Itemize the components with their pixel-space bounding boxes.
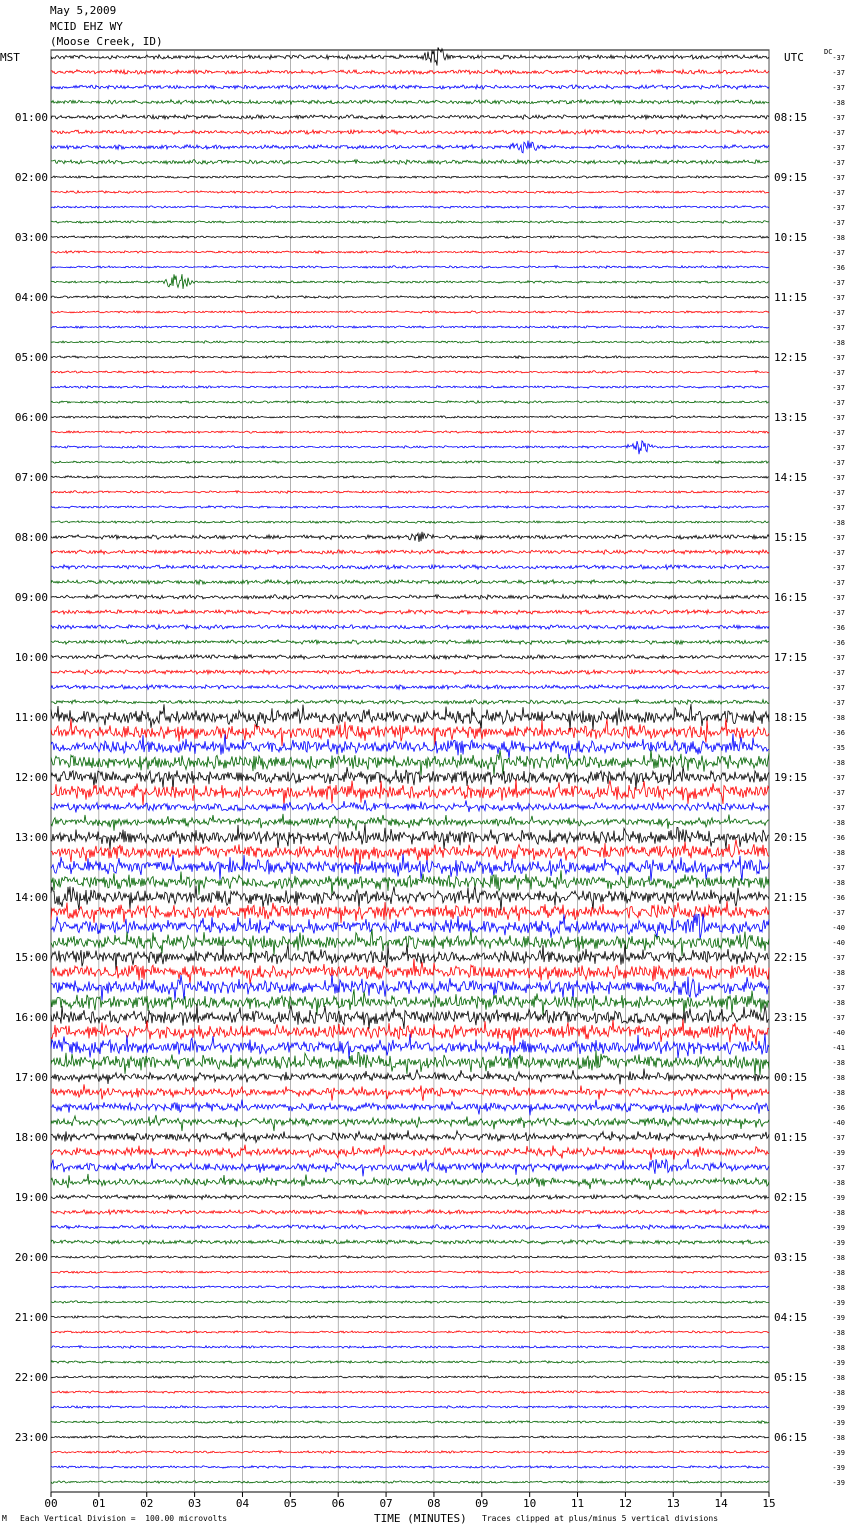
dc-offset-label: -39 (832, 1224, 845, 1232)
dc-offset-label: -37 (832, 504, 845, 512)
right-hour-label: 01:15 (774, 1131, 808, 1144)
seismic-trace (51, 840, 769, 865)
seismic-trace (51, 700, 769, 705)
dc-offset-label: -37 (832, 69, 845, 77)
seismic-trace (51, 1271, 769, 1274)
seismic-trace (51, 929, 769, 956)
seismic-trace (51, 814, 769, 831)
seismic-trace (51, 580, 769, 585)
dc-offset-label: -39 (832, 1194, 845, 1202)
dc-offset-label: -37 (832, 954, 845, 962)
x-tick-label: 07 (379, 1497, 393, 1510)
seismic-trace (51, 326, 769, 329)
dc-offset-label: -37 (832, 669, 845, 677)
scale-note: Each Vertical Division = 100.00 microvolts (20, 1514, 228, 1523)
right-hour-label: 09:15 (774, 171, 808, 184)
left-hour-label: 02:00 (14, 171, 48, 184)
seismic-trace (51, 655, 769, 660)
right-hour-label: 05:15 (774, 1371, 808, 1384)
seismic-trace (51, 1004, 769, 1029)
left-hour-label: 12:00 (14, 771, 48, 784)
dc-offset-label: -37 (832, 189, 845, 197)
dc-offset-label: -37 (832, 699, 845, 707)
right-hour-label: 19:15 (774, 771, 808, 784)
seismic-trace (51, 550, 769, 554)
right-hour-label: 22:15 (774, 951, 808, 964)
dc-offset-label: -37 (832, 789, 845, 797)
seismic-trace (51, 824, 769, 850)
left-hour-label: 16:00 (14, 1011, 48, 1024)
right-hour-label: 16:15 (774, 591, 808, 604)
seismic-trace (51, 416, 769, 419)
seismic-trace (51, 1316, 769, 1319)
x-tick-label: 00 (44, 1497, 58, 1510)
seismic-trace (51, 1466, 769, 1469)
seismic-trace (51, 1145, 769, 1160)
seismic-trace (51, 311, 769, 314)
seismic-trace (51, 989, 769, 1016)
seismic-trace (51, 1174, 769, 1190)
seismic-trace (51, 914, 769, 940)
seismic-trace (51, 704, 769, 730)
seismic-trace (51, 1225, 769, 1230)
dc-offset-label: -37 (832, 474, 845, 482)
x-tick-label: 08 (427, 1497, 441, 1510)
dc-offset-label: -37 (832, 54, 845, 62)
dc-offset-label: -37 (832, 204, 845, 212)
seismic-trace (51, 100, 769, 104)
seismic-trace (51, 779, 769, 806)
seismic-trace (51, 441, 769, 454)
seismic-trace (51, 1421, 769, 1424)
seismic-trace (51, 565, 769, 570)
dc-offset-label: -37 (832, 129, 845, 137)
right-hour-label: 04:15 (774, 1311, 808, 1324)
seismic-trace (51, 236, 769, 239)
dc-offset-label: -38 (832, 999, 845, 1007)
dc-offset-label: -38 (832, 849, 845, 857)
seismic-trace (51, 1451, 769, 1454)
x-tick-label: 15 (762, 1497, 776, 1510)
seismic-trace (51, 341, 769, 344)
right-hour-label: 17:15 (774, 651, 808, 664)
left-hour-label: 11:00 (14, 711, 48, 724)
seismic-trace (51, 521, 769, 524)
left-hour-label: 07:00 (14, 471, 48, 484)
x-tick-label: 14 (714, 1497, 728, 1510)
dc-offset-label: -37 (832, 384, 845, 392)
seismic-trace (51, 1436, 769, 1438)
x-tick-label: 05 (283, 1497, 297, 1510)
seismic-trace (51, 640, 769, 645)
dc-offset-label: -38 (832, 1089, 845, 1097)
seismic-trace (51, 266, 769, 269)
x-tick-label: 04 (235, 1497, 250, 1510)
dc-offset-label: -39 (832, 1314, 845, 1322)
seismic-trace (51, 1361, 769, 1364)
dc-offset-label: -38 (832, 759, 845, 767)
x-tick-label: 09 (475, 1497, 489, 1510)
seismic-trace (51, 461, 769, 464)
dc-offset-label: -37 (832, 774, 845, 782)
seismic-trace (51, 1481, 769, 1484)
dc-offset-label: -37 (832, 294, 845, 302)
seismic-trace (51, 764, 769, 790)
dc-offset-label: -37 (832, 459, 845, 467)
dc-offset-label: -37 (832, 144, 845, 152)
left-hour-label: 15:00 (14, 951, 48, 964)
dc-offset-label: -38 (832, 1284, 845, 1292)
seismic-trace (51, 1286, 769, 1289)
right-hour-label: 12:15 (774, 351, 808, 364)
seismic-trace (51, 944, 769, 971)
dc-offset-label: -38 (832, 1179, 845, 1187)
left-hour-label: 06:00 (14, 411, 48, 424)
seismic-trace (51, 296, 769, 299)
seismic-trace (51, 356, 769, 359)
dc-offset-label: -37 (832, 324, 845, 332)
seismic-trace (51, 85, 769, 89)
right-hour-label: 08:15 (774, 111, 808, 124)
dc-offset-label: -39 (832, 1239, 845, 1247)
right-hour-label: 21:15 (774, 891, 808, 904)
seismic-trace (51, 476, 769, 479)
dc-offset-label: -36 (832, 264, 845, 272)
left-timezone-label: MST (0, 51, 20, 64)
seismic-trace (51, 625, 769, 630)
dc-offset-label: -41 (832, 1044, 845, 1052)
seismic-trace (51, 1158, 769, 1176)
dc-offset-label: -37 (832, 804, 845, 812)
dc-offset-label: -37 (832, 549, 845, 557)
seismic-trace (51, 901, 769, 923)
corner-mark: M (2, 1514, 7, 1523)
dc-offset-label: -39 (832, 1359, 845, 1367)
seismic-trace (51, 274, 769, 289)
seismic-trace (51, 491, 769, 494)
dc-offset-label: -38 (832, 1434, 845, 1442)
dc-offset-label: -37 (832, 279, 845, 287)
right-timezone-label: UTC (784, 51, 804, 64)
seismic-trace (51, 1240, 769, 1244)
dc-offset-label: -37 (832, 399, 845, 407)
seismic-trace (51, 506, 769, 509)
x-tick-label: 11 (570, 1497, 585, 1510)
seismic-trace (51, 130, 769, 135)
dc-offset-label: -37 (832, 219, 845, 227)
dc-offset-label: -37 (832, 654, 845, 662)
dc-offset-label: -39 (832, 1404, 845, 1412)
dc-label: DC (824, 48, 833, 56)
seismic-trace (51, 191, 769, 194)
dc-offset-label: -38 (832, 1209, 845, 1217)
dc-offset-label: -37 (832, 309, 845, 317)
dc-offset-label: -38 (832, 339, 845, 347)
seismic-trace (51, 750, 769, 776)
seismic-trace (51, 1115, 769, 1131)
dc-offset-label: -40 (832, 939, 845, 947)
dc-offset-label: -38 (832, 519, 845, 527)
seismic-trace (51, 1084, 769, 1101)
dc-offset-label: -37 (832, 564, 845, 572)
dc-offset-label: -39 (832, 1419, 845, 1427)
dc-offset-label: -38 (832, 1074, 845, 1082)
dc-offset-label: -40 (832, 924, 845, 932)
dc-offset-label: -37 (832, 579, 845, 587)
dc-offset-label: -37 (832, 174, 845, 182)
right-hour-label: 00:15 (774, 1071, 808, 1084)
left-hour-label: 17:00 (14, 1071, 48, 1084)
dc-offset-label: -40 (832, 1029, 845, 1037)
seismic-trace (51, 221, 769, 224)
date-title: May 5,2009 (50, 4, 117, 17)
left-hour-label: 04:00 (14, 291, 48, 304)
left-hour-label: 18:00 (14, 1131, 48, 1144)
seismic-trace (51, 1406, 769, 1409)
seismic-trace (51, 1195, 769, 1200)
x-tick-label: 13 (666, 1497, 680, 1510)
right-hour-label: 11:15 (774, 291, 808, 304)
x-axis-label: TIME (MINUTES) (374, 1512, 467, 1525)
dc-offset-label: -36 (832, 894, 845, 902)
seismic-trace (51, 1100, 769, 1116)
seismic-trace (51, 532, 769, 542)
dc-offset-label: -38 (832, 99, 845, 107)
seismic-trace (51, 1050, 769, 1075)
right-hour-label: 15:15 (774, 531, 808, 544)
left-hour-label: 10:00 (14, 651, 48, 664)
left-hour-label: 21:00 (14, 1311, 48, 1324)
left-hour-label: 20:00 (14, 1251, 48, 1264)
x-tick-label: 02 (140, 1497, 154, 1510)
dc-offset-label: -38 (832, 969, 845, 977)
seismic-trace (51, 141, 769, 153)
right-hour-label: 13:15 (774, 411, 808, 424)
seismic-trace (51, 975, 769, 1001)
dc-offset-label: -38 (832, 1344, 845, 1352)
seismic-trace (51, 1256, 769, 1259)
seismic-trace (51, 610, 769, 614)
dc-offset-label: -37 (832, 444, 845, 452)
seismic-trace (51, 1130, 769, 1142)
right-hour-label: 18:15 (774, 711, 808, 724)
dc-offset-label: -37 (832, 354, 845, 362)
dc-offset-label: -39 (832, 1149, 845, 1157)
station-title: MCID EHZ WY (50, 20, 123, 33)
seismic-trace (51, 685, 769, 690)
seismic-trace (51, 386, 769, 389)
dc-offset-label: -37 (832, 1164, 845, 1172)
seismic-trace (51, 371, 769, 374)
dc-offset-label: -39 (832, 1449, 845, 1457)
dc-offset-label: -37 (832, 369, 845, 377)
right-hour-label: 23:15 (774, 1011, 808, 1024)
dc-offset-label: -37 (832, 1134, 845, 1142)
x-tick-label: 03 (187, 1497, 202, 1510)
dc-offset-label: -37 (832, 1014, 845, 1022)
seismic-trace (51, 1069, 769, 1085)
dc-offset-label: -38 (832, 879, 845, 887)
clip-note: Traces clipped at plus/minus 5 vertical divisions (482, 1514, 719, 1523)
seismic-trace (51, 595, 769, 600)
dc-offset-label: -38 (832, 1254, 845, 1262)
left-hour-label: 22:00 (14, 1371, 48, 1384)
seismic-trace (51, 1301, 769, 1304)
seismic-trace (51, 1376, 769, 1379)
dc-offset-label: -36 (832, 1104, 845, 1112)
x-tick-label: 06 (331, 1497, 345, 1510)
dc-offset-label: -36 (832, 729, 845, 737)
dc-offset-label: -37 (832, 414, 845, 422)
dc-offset-label: -37 (832, 594, 845, 602)
right-hour-label: 20:15 (774, 831, 808, 844)
dc-offset-label: -38 (832, 234, 845, 242)
dc-offset-label: -37 (832, 909, 845, 917)
seismic-trace (51, 251, 769, 254)
dc-offset-label: -39 (832, 1479, 845, 1487)
seismic-trace (51, 431, 769, 434)
x-tick-label: 10 (523, 1497, 537, 1510)
seismic-trace (51, 1391, 769, 1394)
dc-offset-label: -38 (832, 1374, 845, 1382)
dc-offset-label: -37 (832, 159, 845, 167)
seismic-trace (51, 160, 769, 165)
dc-offset-label: -38 (832, 1059, 845, 1067)
dc-offset-label: -38 (832, 819, 845, 827)
dc-offset-label: -39 (832, 1464, 845, 1472)
dc-offset-label: -39 (832, 1299, 845, 1307)
left-hour-label: 19:00 (14, 1191, 48, 1204)
dc-offset-label: -40 (832, 1119, 845, 1127)
x-tick-label: 12 (618, 1497, 633, 1510)
dc-offset-label: -35 (832, 744, 845, 752)
seismic-trace (51, 206, 769, 209)
left-hour-label: 09:00 (14, 591, 48, 604)
dc-offset-label: -37 (832, 489, 845, 497)
dc-offset-label: -37 (832, 609, 845, 617)
left-hour-label: 08:00 (14, 531, 48, 544)
dc-offset-label: -37 (832, 249, 845, 257)
seismic-trace (51, 1019, 769, 1046)
x-tick-label: 01 (92, 1497, 106, 1510)
dc-offset-label: -38 (832, 1329, 845, 1337)
seismic-trace (51, 176, 769, 179)
left-hour-label: 05:00 (14, 351, 48, 364)
dc-offset-label: -36 (832, 834, 845, 842)
seismic-trace (51, 959, 769, 984)
seismic-trace (51, 115, 769, 120)
dc-offset-label: -38 (832, 1269, 845, 1277)
seismic-trace (51, 70, 769, 75)
left-hour-label: 14:00 (14, 891, 48, 904)
right-hour-label: 10:15 (774, 231, 808, 244)
dc-offset-label: -36 (832, 624, 845, 632)
seismic-trace (51, 1210, 769, 1215)
left-hour-label: 23:00 (14, 1431, 48, 1444)
seismic-trace (51, 870, 769, 895)
dc-offset-label: -37 (832, 84, 845, 92)
seismic-trace (51, 1346, 769, 1349)
right-hour-label: 06:15 (774, 1431, 808, 1444)
seismic-trace (51, 670, 769, 675)
seismic-trace (51, 1331, 769, 1334)
dc-offset-label: -37 (832, 684, 845, 692)
dc-offset-label: -38 (832, 714, 845, 722)
left-hour-label: 01:00 (14, 111, 48, 124)
location-title: (Moose Creek, ID) (50, 35, 163, 48)
left-hour-label: 03:00 (14, 231, 48, 244)
right-hour-label: 03:15 (774, 1251, 808, 1264)
dc-offset-label: -36 (832, 639, 845, 647)
right-hour-label: 14:15 (774, 471, 808, 484)
dc-offset-label: -38 (832, 1389, 845, 1397)
dc-offset-label: -37 (832, 864, 845, 872)
dc-offset-label: -37 (832, 984, 845, 992)
right-hour-label: 02:15 (774, 1191, 808, 1204)
left-hour-label: 13:00 (14, 831, 48, 844)
dc-offset-label: -37 (832, 429, 845, 437)
dc-offset-label: -37 (832, 114, 845, 122)
dc-offset-label: -37 (832, 534, 845, 542)
seismic-trace (51, 401, 769, 404)
seismic-trace (51, 734, 769, 759)
seismic-trace (51, 800, 769, 813)
